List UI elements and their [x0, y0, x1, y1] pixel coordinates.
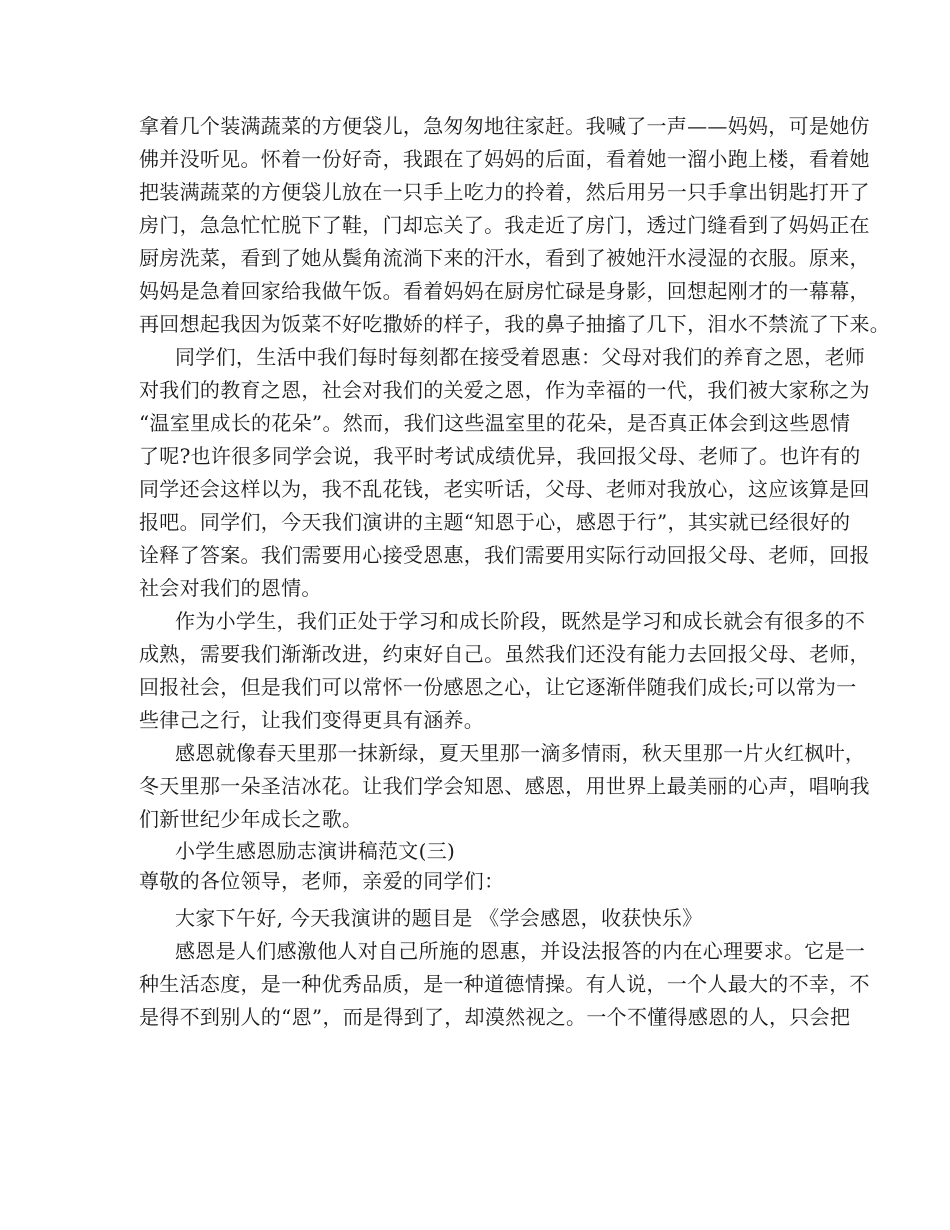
text-line: 房门，急急忙忙脱下了鞋，门却忘关了。我走近了房门，透过门缝看到了妈妈正在 [139, 213, 870, 237]
salutation: 尊敬的各位领导，老师，亲爱的同学们： [139, 869, 505, 893]
text-line: 妈妈是急着回家给我做午饭。看着妈妈在厨房忙碌是身影，回想起刚才的一幕幕， [139, 279, 870, 303]
paragraph-1 [139, 110, 891, 341]
salutation-block [139, 866, 829, 896]
text-line: 诠释了答案。我们需要用心接受恩惠，我们需要用实际行动回报父母、老师，回报 [139, 543, 870, 567]
text-line: 报吧。同学们，今天我们演讲的主题“知恩于心，感恩于行”，其实就已经很好的 [139, 510, 851, 534]
text-line: 拿着几个装满蔬菜的方便袋儿，急匆匆地往家赶。我喊了一声——妈妈，可是她仿 [139, 114, 870, 138]
text-line: 厨房洗菜，看到了她从鬓角流淌下来的汗水，看到了被她汗水浸湿的衣服。原来， [139, 246, 870, 270]
text-line: 佛并没听见。怀着一份好奇，我跟在了妈妈的后面，看着她一溜小跑上楼，看着她 [139, 147, 870, 171]
text-line: 些律己之行，让我们变得更具有涵养。 [139, 708, 485, 732]
text-line: 对我们的教育之恩，社会对我们的关爱之恩，作为幸福的一代，我们被大家称之为 [139, 378, 870, 402]
paragraph-4 [139, 737, 870, 836]
text-line: 同学还会这样以为，我不乱花钱，老实听话，父母、老师对我放心，这应该算是回 [139, 477, 870, 501]
text-line: 再回想起我因为饭菜不好吃撒娇的样子，我的鼻子抽搐了几下，泪水不禁流了下来。 [139, 312, 891, 336]
text-line: 把装满蔬菜的方便袋儿放在一只手上吃力的拎着，然后用另一只手拿出钥匙打开了 [139, 180, 870, 204]
text-line: “温室里成长的花朵”。然而，我们这些温室里的花朵，是否真正体会到这些恩情 [139, 411, 851, 435]
text-line: 感恩就像春天里那一抹新绿，夏天里那一滴多情雨，秋天里那一片火红枫叶， [175, 741, 866, 765]
speech-intro-line: 大家下午好, 今天我演讲的题目是 《学会感恩，收获快乐》 [175, 906, 703, 930]
section-title: 小学生感恩励志演讲稿范文(三) [175, 839, 456, 863]
text-line: 成熟，需要我们渐渐改进，约束好自己。虽然我们还没有能力去回报父母、老师， [139, 642, 870, 666]
text-line: 同学们，生活中我们每时每刻都在接受着恩惠：父母对我们的养育之恩，老师 [175, 345, 866, 369]
paragraph-closing [139, 935, 870, 1034]
text-line: 社会对我们的恩情。 [139, 576, 322, 600]
text-line: 了呢?也许很多同学会说，我平时考试成绩优异，我回报父母、老师了。也许有的 [139, 444, 861, 468]
paragraph-2 [139, 341, 870, 605]
text-line: 回报社会，但是我们可以常怀一份感恩之心，让它逐渐伴随我们成长;可以常为一 [139, 675, 857, 699]
text-line: 们新世纪少年成长之歌。 [139, 807, 363, 831]
section-heading-block [139, 836, 829, 866]
text-line: 是得不到别人的“恩”，而是得到了，却漠然视之。一个不懂得感恩的人，只会把 [139, 1005, 851, 1029]
text-line: 作为小学生，我们正处于学习和成长阶段，既然是学习和成长就会有很多的不 [175, 609, 866, 633]
paragraph-3 [139, 605, 870, 737]
intro-block [139, 902, 829, 935]
text-line: 冬天里那一朵圣洁冰花。让我们学会知恩、感恩，用世界上最美丽的心声，唱响我 [139, 774, 870, 798]
text-line: 种生活态度，是一种优秀品质，是一种道德情操。有人说，一个人最大的不幸，不 [139, 972, 870, 996]
text-line: 感恩是人们感激他人对自己所施的恩惠，并设法报答的内在心理要求。它是一 [175, 939, 866, 963]
document-body [139, 110, 891, 1034]
